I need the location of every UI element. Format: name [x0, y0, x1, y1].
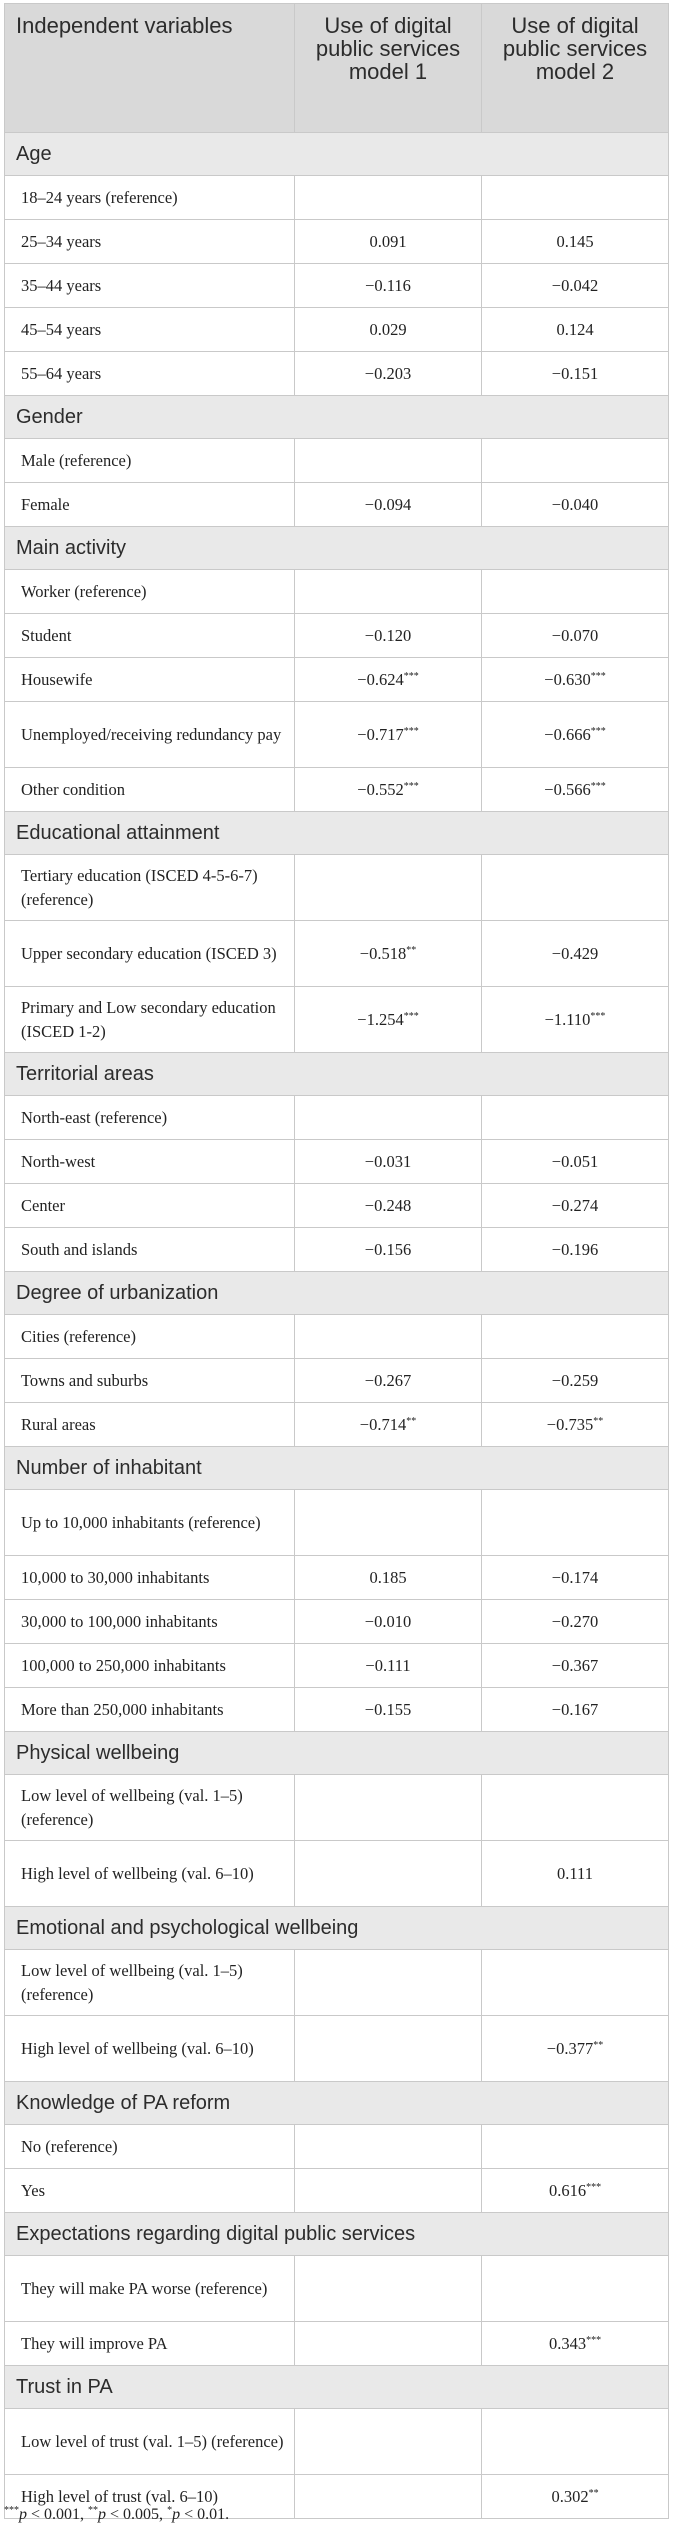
- coefficient-value: −0.094: [364, 494, 412, 514]
- variable-label: High level of wellbeing (val. 6–10): [5, 2016, 295, 2082]
- table-row: [5, 570, 669, 614]
- table-header: [5, 4, 669, 133]
- coefficient-value: 0.185: [369, 1567, 407, 1587]
- variable-label: Female: [5, 483, 295, 527]
- significance-marker: ***: [586, 2334, 602, 2346]
- variable-label: Rural areas: [5, 1403, 295, 1447]
- significance-marker: **: [406, 1415, 417, 1427]
- significance-marker: ***: [586, 2181, 602, 2193]
- coefficient-value: −0.248: [364, 1195, 412, 1215]
- coefficient-model-1: [295, 1600, 482, 1644]
- coefficient-value: 0.145: [556, 231, 594, 251]
- coefficient-model-2: [482, 2409, 669, 2475]
- variable-label: Towns and suburbs: [5, 1359, 295, 1403]
- coefficient-model-1: [295, 570, 482, 614]
- regression-table: [4, 3, 669, 2519]
- variable-label: High level of trust (val. 6–10): [5, 2475, 295, 2519]
- section-header-row: [5, 1447, 669, 1490]
- variable-label: No (reference): [5, 2125, 295, 2169]
- coefficient-model-1: [295, 308, 482, 352]
- table-row: [5, 176, 669, 220]
- table-row: [5, 264, 669, 308]
- variable-label: Low level of trust (val. 1–5) (reference): [5, 2409, 295, 2475]
- coefficient-value: −0.624: [357, 669, 404, 689]
- table-body: [5, 133, 669, 2519]
- coefficient-value: −0.552: [357, 779, 404, 799]
- variable-label: Center: [5, 1184, 295, 1228]
- significance-marker: **: [593, 2039, 604, 2051]
- table-row: [5, 1315, 669, 1359]
- variable-label: Upper secondary education (ISCED 3): [5, 921, 295, 987]
- footnote-marker: **: [88, 2505, 99, 2516]
- table-row: [5, 220, 669, 264]
- table-row: [5, 768, 669, 812]
- coefficient-model-2: [482, 658, 669, 702]
- coefficient-value: 0.616: [548, 2180, 587, 2200]
- coefficient-value: 0.343: [548, 2333, 587, 2353]
- coefficient-model-2: [482, 768, 669, 812]
- coefficient-value: −0.203: [364, 363, 412, 383]
- variable-label: 35–44 years: [5, 264, 295, 308]
- coefficient-model-1: [295, 1841, 482, 1907]
- coefficient-model-2: [482, 2169, 669, 2213]
- coefficient-model-1: [295, 264, 482, 308]
- coefficient-model-1: [295, 1315, 482, 1359]
- section-header-row: [5, 133, 669, 176]
- coefficient-model-2: [482, 1600, 669, 1644]
- coefficient-model-1: [295, 483, 482, 527]
- table-row: [5, 987, 669, 1053]
- table-row: [5, 352, 669, 396]
- significance-marker: **: [406, 944, 417, 956]
- coefficient-value: 0.302: [551, 2486, 589, 2506]
- coefficient-value: −0.274: [551, 1195, 599, 1215]
- coefficient-value: −0.270: [551, 1611, 599, 1631]
- header-model-1: Use of digital public services model 1: [295, 4, 482, 133]
- coefficient-model-1: [295, 1775, 482, 1841]
- table-row: [5, 2125, 669, 2169]
- coefficient-model-2: [482, 1228, 669, 1272]
- coefficient-model-1: [295, 855, 482, 921]
- variable-label: Unemployed/receiving redundancy pay: [5, 702, 295, 768]
- section-title: Physical wellbeing: [5, 1732, 669, 1775]
- coefficient-model-1: [295, 1950, 482, 2016]
- variable-label: Other condition: [5, 768, 295, 812]
- coefficient-model-2: [482, 702, 669, 768]
- variable-label: More than 250,000 inhabitants: [5, 1688, 295, 1732]
- coefficient-value: −0.259: [551, 1370, 599, 1390]
- coefficient-model-1: [295, 1556, 482, 1600]
- coefficient-model-2: [482, 1096, 669, 1140]
- footnote-marker: *: [167, 2505, 173, 2516]
- coefficient-model-2: [482, 1359, 669, 1403]
- coefficient-model-2: [482, 987, 669, 1053]
- section-title: Main activity: [5, 527, 669, 570]
- variable-label: Student: [5, 614, 295, 658]
- coefficient-value: 0.111: [557, 1863, 593, 1883]
- table-row: [5, 2169, 669, 2213]
- variable-label: North-west: [5, 1140, 295, 1184]
- table-row: [5, 1950, 669, 2016]
- coefficient-model-2: [482, 855, 669, 921]
- section-header-row: [5, 812, 669, 855]
- coefficient-model-2: [482, 921, 669, 987]
- coefficient-model-2: [482, 570, 669, 614]
- header-independent-variables: Independent variables: [5, 4, 295, 133]
- table-row: [5, 2016, 669, 2082]
- section-header-row: [5, 2213, 669, 2256]
- variable-label: Yes: [5, 2169, 295, 2213]
- footnote-text: p < 0.005,: [98, 2506, 168, 2523]
- table-row: [5, 1403, 669, 1447]
- coefficient-value: −0.196: [551, 1239, 599, 1259]
- coefficient-model-2: [482, 308, 669, 352]
- table-row: [5, 2322, 669, 2366]
- coefficient-model-1: [295, 2475, 482, 2519]
- coefficient-model-1: [295, 1644, 482, 1688]
- significance-marker: ***: [590, 780, 606, 792]
- variable-label: 100,000 to 250,000 inhabitants: [5, 1644, 295, 1688]
- variable-label: Cities (reference): [5, 1315, 295, 1359]
- coefficient-value: −0.714: [359, 1414, 407, 1434]
- variable-label: Male (reference): [5, 439, 295, 483]
- section-title: Trust in PA: [5, 2366, 669, 2409]
- coefficient-model-2: [482, 220, 669, 264]
- coefficient-model-1: [295, 220, 482, 264]
- significance-marker: ***: [590, 1010, 606, 1022]
- section-header-row: [5, 396, 669, 439]
- coefficient-value: −0.167: [551, 1699, 599, 1719]
- coefficient-value: −0.051: [551, 1151, 599, 1171]
- table-row: [5, 855, 669, 921]
- coefficient-model-2: [482, 1688, 669, 1732]
- table-row: [5, 1841, 669, 1907]
- coefficient-value: −0.156: [364, 1239, 412, 1259]
- coefficient-model-2: [482, 1140, 669, 1184]
- section-header-row: [5, 1732, 669, 1775]
- coefficient-value: −0.735: [546, 1414, 594, 1434]
- table-row: [5, 2409, 669, 2475]
- coefficient-model-1: [295, 2016, 482, 2082]
- significance-marker: ***: [403, 780, 419, 792]
- coefficient-model-2: [482, 1315, 669, 1359]
- section-title: Knowledge of PA reform: [5, 2082, 669, 2125]
- coefficient-model-2: [482, 483, 669, 527]
- coefficient-value: −0.116: [365, 275, 411, 295]
- variable-label: Housewife: [5, 658, 295, 702]
- variable-label: 18–24 years (reference): [5, 176, 295, 220]
- variable-label: Tertiary education (ISCED 4-5-6-7) (reference): [5, 855, 295, 921]
- coefficient-value: 0.029: [369, 319, 407, 339]
- table-row: [5, 1600, 669, 1644]
- coefficient-model-2: [482, 1644, 669, 1688]
- variable-label: They will make PA worse (reference): [5, 2256, 295, 2322]
- variable-label: 30,000 to 100,000 inhabitants: [5, 1600, 295, 1644]
- coefficient-model-1: [295, 176, 482, 220]
- variable-label: 25–34 years: [5, 220, 295, 264]
- coefficient-value: −0.518: [359, 943, 407, 963]
- coefficient-model-2: [482, 176, 669, 220]
- coefficient-model-2: [482, 2475, 669, 2519]
- coefficient-value: −1.110: [544, 1009, 591, 1029]
- variable-label: Worker (reference): [5, 570, 295, 614]
- coefficient-model-1: [295, 352, 482, 396]
- table-row: [5, 658, 669, 702]
- coefficient-model-1: [295, 1403, 482, 1447]
- variable-label: Primary and Low secondary education (ISCED 1-2): [5, 987, 295, 1053]
- table-row: [5, 702, 669, 768]
- table-row: [5, 1644, 669, 1688]
- significance-marker: ***: [403, 1010, 419, 1022]
- coefficient-model-2: [482, 352, 669, 396]
- coefficient-value: −0.155: [364, 1699, 412, 1719]
- coefficient-value: −0.040: [551, 494, 599, 514]
- significance-marker: **: [593, 1415, 604, 1427]
- significance-marker: **: [588, 2487, 599, 2499]
- section-title: Educational attainment: [5, 812, 669, 855]
- section-title: Expectations regarding digital public services: [5, 2213, 669, 2256]
- coefficient-model-1: [295, 702, 482, 768]
- coefficient-value: −0.429: [551, 943, 599, 963]
- coefficient-model-1: [295, 614, 482, 658]
- coefficient-model-2: [482, 1841, 669, 1907]
- coefficient-value: −0.630: [544, 669, 591, 689]
- footnote-text: p < 0.001,: [19, 2506, 89, 2523]
- coefficient-value: −0.267: [364, 1370, 412, 1390]
- section-header-row: [5, 527, 669, 570]
- coefficient-value: 0.124: [556, 319, 594, 339]
- significance-marker: ***: [403, 725, 419, 737]
- section-title: Number of inhabitant: [5, 1447, 669, 1490]
- coefficient-model-1: [295, 2125, 482, 2169]
- coefficient-model-2: [482, 1184, 669, 1228]
- section-title: Territorial areas: [5, 1053, 669, 1096]
- coefficient-value: −1.254: [357, 1009, 404, 1029]
- coefficient-model-2: [482, 1775, 669, 1841]
- table-row: [5, 1775, 669, 1841]
- variable-label: Low level of wellbeing (val. 1–5) (reference): [5, 1950, 295, 2016]
- coefficient-model-2: [482, 2016, 669, 2082]
- table-row: [5, 308, 669, 352]
- header-row: [5, 4, 669, 133]
- significance-marker: ***: [590, 670, 606, 682]
- table-row: [5, 614, 669, 658]
- footnote-marker: ***: [4, 2505, 19, 2516]
- section-title: Age: [5, 133, 669, 176]
- section-header-row: [5, 2082, 669, 2125]
- coefficient-value: −0.377: [546, 2038, 594, 2058]
- coefficient-value: −0.367: [551, 1655, 599, 1675]
- coefficient-model-2: [482, 439, 669, 483]
- significance-marker: ***: [590, 725, 606, 737]
- significance-marker: ***: [403, 670, 419, 682]
- table-row: [5, 1184, 669, 1228]
- coefficient-model-2: [482, 264, 669, 308]
- footnote-text: p < 0.01.: [172, 2506, 230, 2523]
- table-row: [5, 1688, 669, 1732]
- section-title: Gender: [5, 396, 669, 439]
- coefficient-model-1: [295, 2322, 482, 2366]
- coefficient-model-1: [295, 1359, 482, 1403]
- section-title: Degree of urbanization: [5, 1272, 669, 1315]
- header-model-2: Use of digital public services model 2: [482, 4, 669, 133]
- coefficient-model-1: [295, 439, 482, 483]
- table-row: [5, 1556, 669, 1600]
- significance-footnote: [4, 2506, 229, 2524]
- coefficient-model-2: [482, 1403, 669, 1447]
- coefficient-model-1: [295, 1490, 482, 1556]
- coefficient-model-1: [295, 1096, 482, 1140]
- coefficient-model-1: [295, 658, 482, 702]
- section-header-row: [5, 1053, 669, 1096]
- variable-label: They will improve PA: [5, 2322, 295, 2366]
- coefficient-value: −0.010: [364, 1611, 412, 1631]
- coefficient-value: 0.091: [369, 231, 407, 251]
- coefficient-model-1: [295, 1688, 482, 1732]
- variable-label: Up to 10,000 inhabitants (reference): [5, 1490, 295, 1556]
- table-row: [5, 1490, 669, 1556]
- coefficient-model-1: [295, 2409, 482, 2475]
- coefficient-model-1: [295, 2256, 482, 2322]
- coefficient-model-1: [295, 987, 482, 1053]
- coefficient-value: −0.666: [544, 724, 591, 744]
- variable-label: High level of wellbeing (val. 6–10): [5, 1841, 295, 1907]
- coefficient-model-2: [482, 614, 669, 658]
- table-row: [5, 921, 669, 987]
- table-row: [5, 483, 669, 527]
- coefficient-model-1: [295, 921, 482, 987]
- section-header-row: [5, 1272, 669, 1315]
- variable-label: South and islands: [5, 1228, 295, 1272]
- section-title: Emotional and psychological wellbeing: [5, 1907, 669, 1950]
- coefficient-value: −0.070: [551, 625, 599, 645]
- coefficient-value: −0.151: [551, 363, 599, 383]
- coefficient-model-1: [295, 1228, 482, 1272]
- coefficient-value: −0.031: [364, 1151, 412, 1171]
- coefficient-value: −0.042: [551, 275, 599, 295]
- variable-label: 45–54 years: [5, 308, 295, 352]
- coefficient-model-2: [482, 1556, 669, 1600]
- coefficient-model-1: [295, 2169, 482, 2213]
- section-header-row: [5, 1907, 669, 1950]
- coefficient-model-1: [295, 768, 482, 812]
- table-row: [5, 1096, 669, 1140]
- table-row: [5, 2256, 669, 2322]
- table-row: [5, 1228, 669, 1272]
- variable-label: 55–64 years: [5, 352, 295, 396]
- coefficient-value: −0.566: [544, 779, 591, 799]
- coefficient-model-1: [295, 1184, 482, 1228]
- coefficient-model-2: [482, 2125, 669, 2169]
- variable-label: North-east (reference): [5, 1096, 295, 1140]
- coefficient-model-1: [295, 1140, 482, 1184]
- coefficient-model-2: [482, 1490, 669, 1556]
- coefficient-model-2: [482, 2322, 669, 2366]
- variable-label: Low level of wellbeing (val. 1–5) (reference): [5, 1775, 295, 1841]
- table-row: [5, 1359, 669, 1403]
- table-row: [5, 439, 669, 483]
- coefficient-value: −0.120: [364, 625, 412, 645]
- section-header-row: [5, 2366, 669, 2409]
- coefficient-value: −0.174: [551, 1567, 599, 1587]
- table-row: [5, 1140, 669, 1184]
- coefficient-value: −0.717: [357, 724, 404, 744]
- coefficient-model-2: [482, 2256, 669, 2322]
- variable-label: 10,000 to 30,000 inhabitants: [5, 1556, 295, 1600]
- coefficient-model-2: [482, 1950, 669, 2016]
- coefficient-value: −0.111: [365, 1655, 411, 1675]
